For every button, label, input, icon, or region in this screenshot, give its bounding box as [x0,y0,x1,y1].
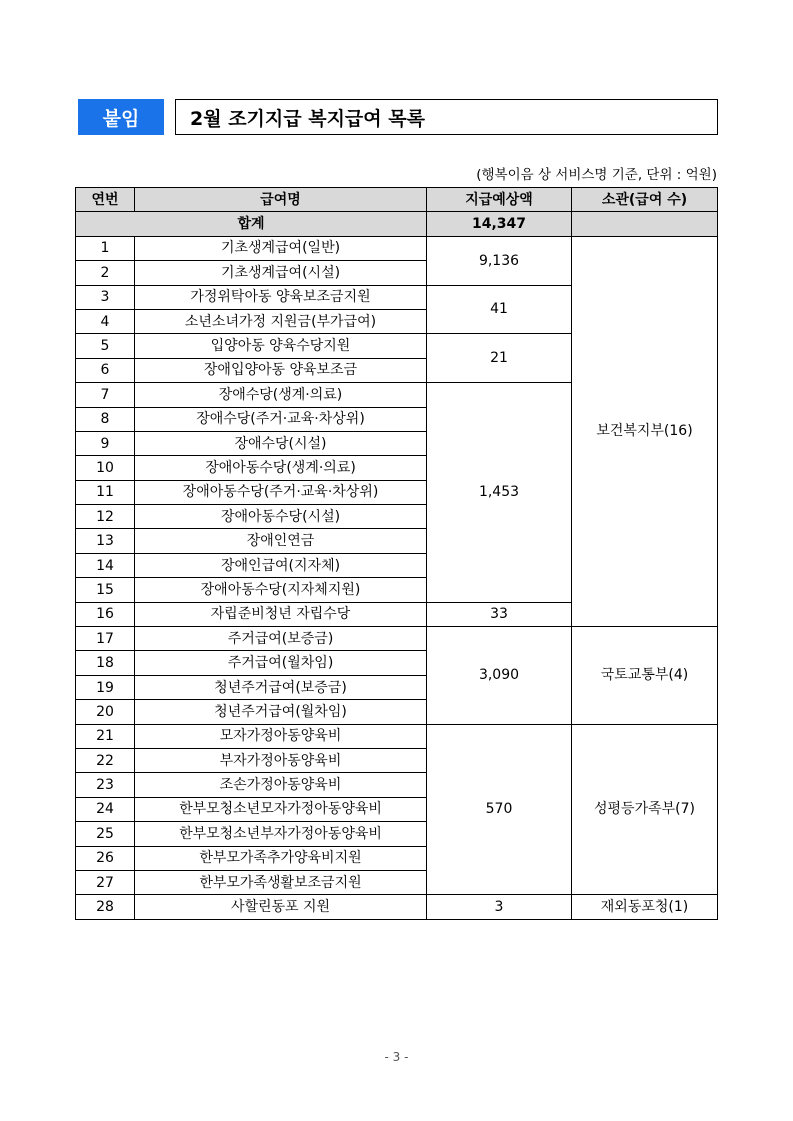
row-number: 16 [76,602,135,626]
benefit-name: 장애아동수당(주거·교육·차상위) [135,480,427,504]
row-number: 9 [76,431,135,455]
benefit-name: 사할린동포 지원 [135,895,427,919]
expected-amount: 33 [427,602,572,626]
row-number: 3 [76,285,135,309]
department: 재외동포청(1) [572,895,718,919]
benefit-name: 청년주거급여(보증금) [135,675,427,699]
expected-amount: 3,090 [427,627,572,725]
benefit-name: 장애수당(생계·의료) [135,383,427,407]
benefit-name: 한부모청소년모자가정아동양육비 [135,797,427,821]
benefit-name: 주거급여(월차임) [135,651,427,675]
expected-amount: 9,136 [427,236,572,285]
header-no: 연번 [76,188,135,212]
row-number: 27 [76,870,135,894]
benefit-name: 모자가정아동양육비 [135,724,427,748]
benefit-name: 기초생계급여(시설) [135,261,427,285]
row-number: 28 [76,895,135,919]
row-number: 2 [76,261,135,285]
total-dept [572,212,718,236]
row-number: 8 [76,407,135,431]
benefit-name: 한부모가족생활보조금지원 [135,870,427,894]
row-number: 19 [76,675,135,699]
total-row [76,212,718,236]
table-header-row [76,188,718,212]
benefit-name: 주거급여(보증금) [135,627,427,651]
header-amount: 지급예상액 [427,188,572,212]
table-row [76,627,718,651]
benefit-name: 한부모가족추가양육비지원 [135,846,427,870]
table-row [76,236,718,260]
row-number: 26 [76,846,135,870]
header-dept: 소관(급여 수) [572,188,718,212]
header-name: 급여명 [135,188,427,212]
row-number: 5 [76,334,135,358]
benefit-name: 장애인연금 [135,529,427,553]
benefit-name: 청년주거급여(월차임) [135,700,427,724]
department: 국토교통부(4) [572,627,718,725]
row-number: 21 [76,724,135,748]
row-number: 11 [76,480,135,504]
row-number: 20 [76,700,135,724]
department: 성평등가족부(7) [572,724,718,895]
benefit-name: 장애수당(시설) [135,431,427,455]
page-number: - 3 - [384,1050,409,1064]
table-row [76,895,718,919]
unit-note: (행복이음 상 서비스명 기준, 단위 : 억원) [476,167,717,183]
benefit-name: 장애아동수당(생계·의료) [135,456,427,480]
row-number: 7 [76,383,135,407]
benefit-name: 한부모청소년부자가정아동양육비 [135,822,427,846]
benefit-name: 장애아동수당(시설) [135,505,427,529]
row-number: 18 [76,651,135,675]
benefit-name: 소년소녀가정 지원금(부가급여) [135,309,427,333]
row-number: 12 [76,505,135,529]
row-number: 6 [76,358,135,382]
benefit-name: 입양아동 양육수당지원 [135,334,427,358]
row-number: 1 [76,236,135,260]
benefit-name: 장애아동수당(지자체지원) [135,578,427,602]
benefit-name: 장애수당(주거·교육·차상위) [135,407,427,431]
row-number: 23 [76,773,135,797]
row-number: 25 [76,822,135,846]
expected-amount: 570 [427,724,572,895]
attachment-badge: 붙임 [78,99,164,135]
benefit-name: 가정위탁아동 양육보조금지원 [135,285,427,309]
row-number: 13 [76,529,135,553]
benefit-name: 장애입양아동 양육보조금 [135,358,427,382]
page-heading [78,99,718,135]
expected-amount: 21 [427,334,572,383]
page-title: 2월 조기지급 복지급여 목록 [175,99,718,135]
benefit-name: 장애인급여(지자체) [135,553,427,577]
expected-amount: 41 [427,285,572,334]
benefit-name: 자립준비청년 자립수당 [135,602,427,626]
benefit-name: 조손가정아동양육비 [135,773,427,797]
row-number: 24 [76,797,135,821]
total-amount: 14,347 [427,212,572,236]
benefit-name: 부자가정아동양육비 [135,748,427,772]
benefit-name: 기초생계급여(일반) [135,236,427,260]
table-body [76,212,718,919]
expected-amount: 1,453 [427,383,572,603]
row-number: 4 [76,309,135,333]
row-number: 14 [76,553,135,577]
benefit-table [75,187,718,920]
row-number: 22 [76,748,135,772]
row-number: 17 [76,627,135,651]
row-number: 15 [76,578,135,602]
table-row [76,724,718,748]
department: 보건복지부(16) [572,236,718,626]
row-number: 10 [76,456,135,480]
total-label: 합계 [76,212,427,236]
expected-amount: 3 [427,895,572,919]
